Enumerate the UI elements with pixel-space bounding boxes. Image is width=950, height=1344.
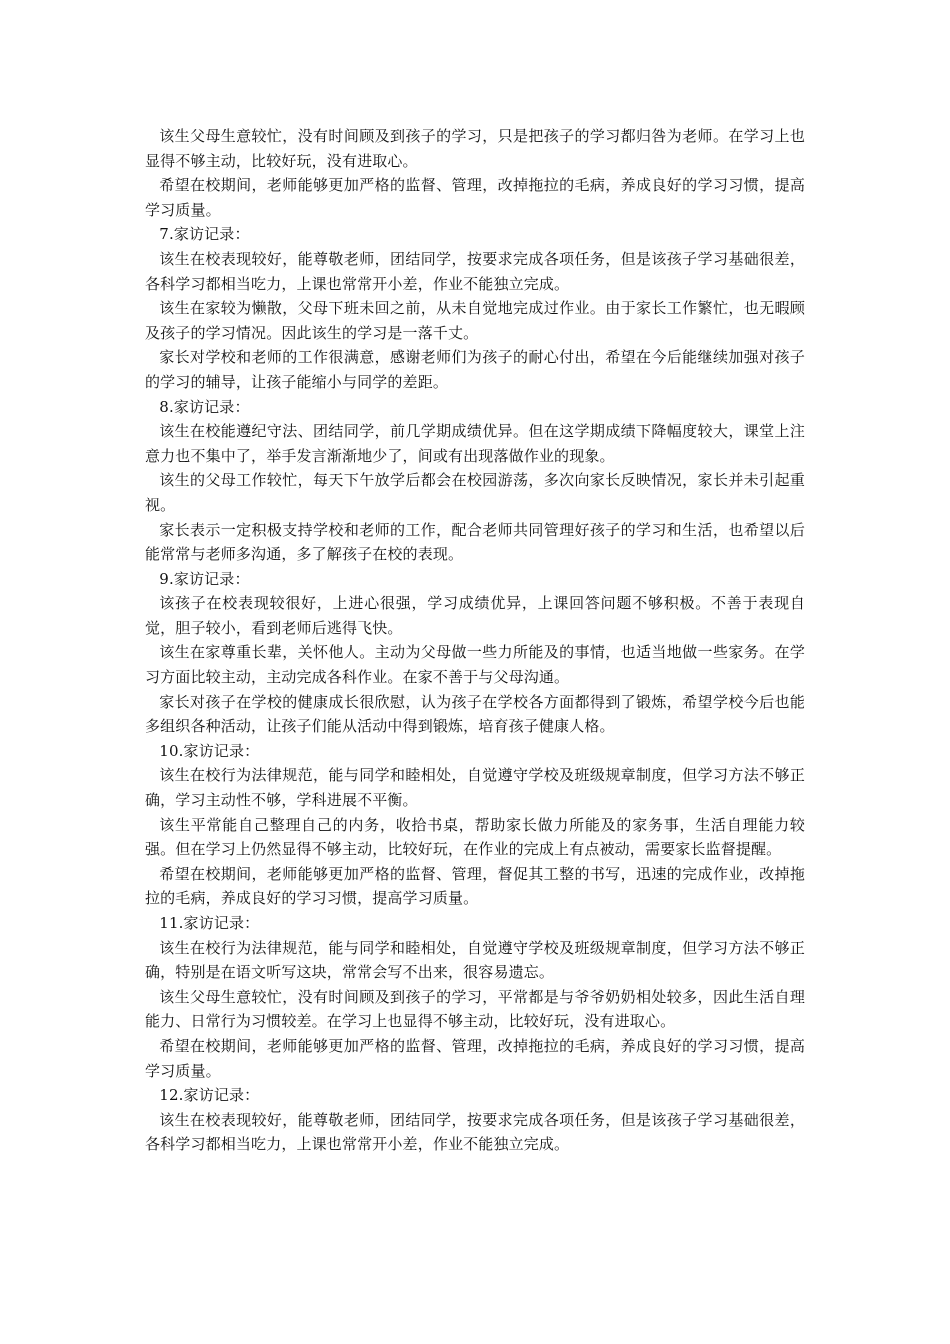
paragraph: 该生父母生意较忙，没有时间顾及到孩子的学习，只是把孩子的学习都归咎为老师。在学习上也显得不够主动，比较好玩，没有进取心。 (145, 127, 805, 170)
section-heading: 8.家访记录： (159, 397, 250, 416)
section-heading: 12.家访记录： (159, 1086, 260, 1105)
paragraph: 该孩子在校表现较很好，上进心很强，学习成绩优异，上课回答问题不够积极。不善于表现自觉，胆子较小，看到老师后逃得飞快。 (145, 594, 805, 637)
paragraph: 家长表示一定积极支持学校和老师的工作，配合老师共同管理好孩子的学习和生活，也希望以后能常常与老师多沟通，多了解孩子在校的表现。 (145, 520, 805, 564)
paragraph: 希望在校期间，老师能够更加严格的监督、管理，督促其工整的书写，迅速的完成作业，改掉拖拉的毛病，养成良好的学习习惯，提高学习质量。 (145, 864, 805, 908)
paragraph: 希望在校期间，老师能够更加严格的监督、管理，改掉拖拉的毛病，养成良好的学习习惯，提高学习质量。 (145, 176, 805, 219)
document-body (145, 124, 805, 1157)
section-heading: 10.家访记录： (159, 741, 260, 760)
paragraph: 该生在校行为法律规范，能与同学和睦相处，自觉遵守学校及班级规章制度，但学习方法不够正确，特别是在语文听写这块，常常会写不出来，很容易遗忘。 (145, 938, 805, 982)
paragraph: 该生在家尊重长辈，关怀他人。主动为父母做一些力所能及的事情，也适当地做一些家务。在学习方面比较主动，主动完成各科作业。在家不善于与父母沟通。 (145, 643, 805, 687)
paragraph: 该生在家较为懒散，父母下班未回之前，从未自觉地完成过作业。由于家长工作繁忙，也无暇顾及孩子的学习情况。因此该生的学习是一落千丈。 (145, 299, 805, 342)
paragraph: 该生平常能自己整理自己的内务，收拾书桌，帮助家长做力所能及的家务事，生活自理能力较强。但在学习上仍然显得不够主动，比较好玩，在作业的完成上有点被动，需要家长监督提醒。 (145, 815, 805, 859)
paragraph: 该生在校能遵纪守法、团结同学，前几学期成绩优异。但在这学期成绩下降幅度较大，课堂上注意力也不集中了，举手发言渐渐地少了，间或有出现落做作业的现象。 (145, 422, 805, 465)
paragraph: 该生在校表现较好，能尊敬老师，团结同学，按要求完成各项任务，但是该孩子学习基础很差，各科学习都相当吃力，上课也常常开小差，作业不能独立完成。 (145, 249, 805, 293)
section-heading: 11.家访记录： (159, 914, 260, 932)
paragraph: 该生的父母工作较忙，每天下午放学后都会在校园游荡，多次向家长反映情况，家长并未引起重视。 (145, 471, 805, 514)
paragraph: 家长对孩子在学校的健康成长很欣慰，认为孩子在学校各方面都得到了锻炼，希望学校今后也能多组织各种活动，让孩子们能从活动中得到锻炼，培育孩子健康人格。 (145, 692, 805, 736)
paragraph: 该生父母生意较忙，没有时间顾及到孩子的学习，平常都是与爷爷奶奶相处较多，因此生活自理能力、日常行为习惯较差。在学习上也显得不够主动，比较好玩，没有进取心。 (145, 987, 805, 1031)
paragraph: 该生在校行为法律规范，能与同学和睦相处，自觉遵守学校及班级规章制度，但学习方法不够正确，学习主动性不够，学科进展不平衡。 (145, 766, 805, 810)
section-heading: 7.家访记录： (159, 225, 250, 244)
paragraph: 该生在校表现较好，能尊敬老师，团结同学，按要求完成各项任务，但是该孩子学习基础很差，各科学习都相当吃力，上课也常常开小差，作业不能独立完成。 (145, 1110, 805, 1154)
paragraph: 希望在校期间，老师能够更加严格的监督、管理，改掉拖拉的毛病，养成良好的学习习惯，提高学习质量。 (145, 1036, 805, 1080)
section-heading: 9.家访记录： (159, 569, 250, 588)
paragraph: 家长对学校和老师的工作很满意，感谢老师们为孩子的耐心付出，希望在今后能继续加强对孩子的学习的辅导，让孩子能缩小与同学的差距。 (145, 348, 805, 391)
